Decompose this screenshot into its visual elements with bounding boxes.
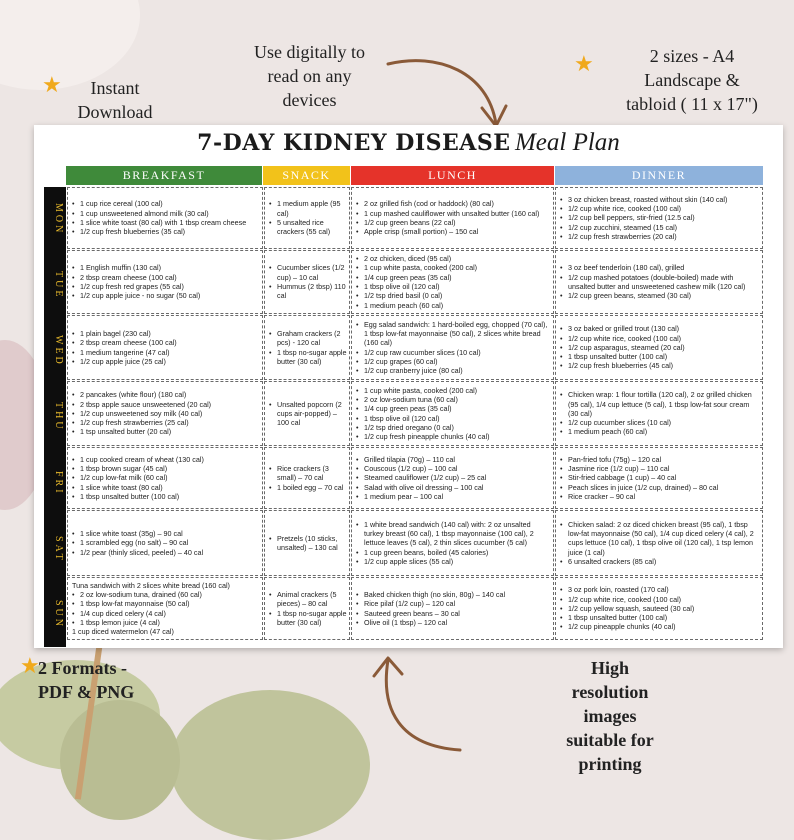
meal-item: • Steamed cauliflower (1/2 cup) – 25 cal <box>356 473 551 482</box>
meal-cell-dinner <box>555 447 763 509</box>
meal-item: • 1/2 cup asparagus, steamed (20 cal) <box>560 343 760 352</box>
page-title: 7-DAY KIDNEY DISEASE Meal Plan <box>197 129 620 156</box>
meal-item: • 1/2 cup white rice, cooked (100 cal) <box>560 595 760 604</box>
meal-item: • 1/2 cup apple juice - no sugar (50 cal) <box>72 291 260 300</box>
meal-item: • 1 cup green beans, boiled (45 calories) <box>356 548 551 557</box>
meal-item: • Rice cracker – 90 cal <box>560 492 760 501</box>
meal-item: • Pan-fried tofu (75g) – 120 cal <box>560 455 760 464</box>
meal-cell-lunch <box>351 381 554 446</box>
meal-item: • Egg salad sandwich: 1 hard-boiled egg, chopped (70 cal), 1 tbsp low-fat mayonnaise (50 cal), 2 slices white bread (160 cal) <box>356 320 551 348</box>
meal-item: • Rice crackers (3 small) – 70 cal <box>269 464 347 483</box>
meal-item: • 1/2 tsp dried basil (0 cal) <box>356 291 551 300</box>
meal-item: • 1/2 pear (thinly sliced, peeled) – 40 cal <box>72 548 260 557</box>
meal-item: • 1 plain bagel (230 cal) <box>72 329 260 338</box>
meal-item: • Pretzels (10 sticks, unsalted) – 130 cal <box>269 534 347 553</box>
meal-item: • 6 unsalted crackers (85 cal) <box>560 557 760 566</box>
meal-item: • 1/2 cup raw cucumber slices (10 cal) <box>356 348 551 357</box>
meal-item: • Peach slices in juice (1/2 cup, drained) – 80 cal <box>560 483 760 492</box>
meal-item: • Chicken salad: 2 oz diced chicken breast (95 cal), 1 tbsp low-fat mayonnaise (50 cal), 1/4 cup diced celery (4 cal), 2 cups lettuce (10 cal), 1 tbsp olive oil (120 cal), 1 tsp lemon juice (1 cal) <box>560 520 760 557</box>
arrow-icon <box>378 52 518 132</box>
meal-item: • 1 tbsp unsalted butter (100 cal) <box>560 352 760 361</box>
meal-item: • 1 cup mashed cauliflower with unsalted butter (160 cal) <box>356 209 551 218</box>
meal-item: • 1/2 tsp dried oregano (0 cal) <box>356 423 551 432</box>
meal-item: • Rice pilaf (1/2 cup) – 120 cal <box>356 599 551 608</box>
meal-cell-breakfast <box>67 381 263 446</box>
meal-item: • 1 tbsp no-sugar apple butter (30 cal) <box>269 609 347 628</box>
header-snack: SNACK <box>263 166 350 185</box>
meal-item: • 3 oz baked or grilled trout (130 cal) <box>560 324 760 333</box>
meal-item: • Salad with olive oil dressing – 100 cal <box>356 483 551 492</box>
meal-item: • 1 slice white toast (80 cal) <box>72 483 260 492</box>
meal-item: • 3 oz chicken breast, roasted without skin (140 cal) <box>560 195 760 204</box>
day-label: THU <box>53 402 64 432</box>
meal-item: • Animal crackers (5 pieces) – 80 cal <box>269 590 347 609</box>
background-leaf <box>170 690 370 840</box>
meal-item: • 1/2 cup low-fat milk (60 cal) <box>72 473 260 482</box>
meal-item: • 2 tbsp cream cheese (100 cal) <box>72 338 260 347</box>
meal-item: • 1/2 cup pineapple chunks (40 cal) <box>560 622 760 631</box>
meal-cell-snack <box>264 381 350 446</box>
meal-item: • 2 oz chicken, diced (95 cal) <box>356 254 551 263</box>
meal-item: • 2 oz low-sodium tuna, drained (60 cal) <box>72 590 260 599</box>
meal-item: • 1/2 cup grapes (60 cal) <box>356 357 551 366</box>
meal-item: • 1/2 cup apple slices (55 cal) <box>356 557 551 566</box>
star-icon: ★ <box>574 52 594 77</box>
meal-item: • 1 tbsp lemon juice (4 cal) <box>72 618 260 627</box>
meal-item: • 1/2 cup white rice, cooked (100 cal) <box>560 204 760 213</box>
header-dinner: DINNER <box>555 166 763 185</box>
meal-item: • 1 medium apple (95 cal) <box>269 199 347 218</box>
use-digitally-label: Use digitally to read on any devices <box>254 42 365 110</box>
meal-item: • 1/4 cup green peas (35 cal) <box>356 273 551 282</box>
meal-item: • 1/2 cup fresh blueberries (45 cal) <box>560 361 760 370</box>
day-label: WED <box>53 335 64 367</box>
meal-plan-sheet <box>34 125 783 648</box>
meal-cell-snack <box>264 315 350 380</box>
meal-item: • 5 unsalted rice crackers (55 cal) <box>269 218 347 237</box>
meal-item: • 1/2 cup fresh red grapes (55 cal) <box>72 282 260 291</box>
star-icon: ★ <box>20 654 40 679</box>
meal-cell-dinner <box>555 381 763 446</box>
meal-item: • 1 tbsp olive oil (120 cal) <box>356 414 551 423</box>
meal-item: • 1 scrambled egg (no salt) – 90 cal <box>72 538 260 547</box>
meal-cell-breakfast <box>67 187 263 249</box>
meal-cell-snack <box>264 447 350 509</box>
meal-item: • Baked chicken thigh (no skin, 80g) – 140 cal <box>356 590 551 599</box>
meal-item: • 1 cup cooked cream of wheat (130 cal) <box>72 455 260 464</box>
meal-item: • 1 cup white pasta, cooked (200 cal) <box>356 263 551 272</box>
background-leaf <box>60 700 180 820</box>
meal-item: • 1 tbsp unsalted butter (100 cal) <box>72 492 260 501</box>
meal-item: • 2 oz low-sodium tuna (60 cal) <box>356 395 551 404</box>
meal-cell-breakfast <box>67 250 263 314</box>
meal-item: • 1/2 cup green beans (22 cal) <box>356 218 551 227</box>
meal-cell-snack <box>264 510 350 576</box>
sizes-label: 2 sizes - A4 Landscape & tabloid ( 11 x 17") <box>626 46 758 114</box>
meal-cell-dinner <box>555 315 763 380</box>
meal-cell-dinner <box>555 510 763 576</box>
meal-item: • 1 boiled egg – 70 cal <box>269 483 347 492</box>
meal-item: Tuna sandwich with 2 slices white bread (160 cal) <box>72 580 230 590</box>
meal-cell-lunch <box>351 250 554 314</box>
star-icon: ★ <box>42 73 62 98</box>
meal-item: • 1/2 cup fresh strawberries (25 cal) <box>72 418 260 427</box>
meal-item: • Stir-fried cabbage (1 cup) – 40 cal <box>560 473 760 482</box>
meal-item: • 1 medium pear – 100 cal <box>356 492 551 501</box>
meal-cell-breakfast <box>67 577 263 640</box>
day-label: MON <box>53 202 64 236</box>
meal-cell-dinner <box>555 187 763 249</box>
arrow-icon <box>360 650 480 760</box>
meal-cell-breakfast <box>67 447 263 509</box>
meal-cell-dinner <box>555 577 763 640</box>
meal-item: • 1/2 cup fresh pineapple chunks (40 cal) <box>356 432 551 441</box>
meal-item: • 2 tbsp apple sauce unsweetened (20 cal) <box>72 400 260 409</box>
meal-item: • 1 tbsp unsalted butter (100 cal) <box>560 613 760 622</box>
meal-item: • 2 pancakes (white flour) (180 cal) <box>72 390 260 399</box>
meal-item: • 1 medium tangerine (47 cal) <box>72 348 260 357</box>
meal-item: • 1 tbsp low-fat mayonnaise (50 cal) <box>72 599 260 608</box>
header-breakfast: BREAKFAST <box>66 166 262 185</box>
meal-item: • Unsalted popcorn (2 cups air-popped) – 100 cal <box>269 400 347 428</box>
meal-item: • Grilled tilapia (70g) – 110 cal <box>356 455 551 464</box>
meal-item: 1 cup diced watermelon (47 cal) <box>72 627 174 637</box>
meal-item: • 1/2 cup apple juice (25 cal) <box>72 357 260 366</box>
day-label: FRI <box>53 470 64 496</box>
meal-item: • 1 medium peach (60 cal) <box>560 427 760 436</box>
meal-item: • Apple crisp (small portion) – 150 cal <box>356 227 551 236</box>
meal-item: • 3 oz pork loin, roasted (170 cal) <box>560 585 760 594</box>
meal-item: • 1 cup white pasta, cooked (200 cal) <box>356 386 551 395</box>
meal-item: • 1/2 cup fresh strawberries (20 cal) <box>560 232 760 241</box>
meal-item: • Cucumber slices (1/2 cup) – 10 cal <box>269 263 347 282</box>
meal-item: • 1 slice white toast (80 cal) with 1 tbsp cream cheese <box>72 218 260 227</box>
meal-item: • 1/2 cup white rice, cooked (100 cal) <box>560 334 760 343</box>
header-lunch: LUNCH <box>351 166 554 185</box>
meal-cell-breakfast <box>67 315 263 380</box>
meal-item: • 1/2 cup mashed potatoes (double-boiled) made with unsalted butter and unsweetened cashew milk (120 cal) <box>560 273 760 292</box>
meal-item: • 1/2 cup unsweetened soy milk (40 cal) <box>72 409 260 418</box>
meal-item: • 1/2 cup yellow squash, sauteed (30 cal) <box>560 604 760 613</box>
meal-item: • Hummus (2 tbsp) 110 cal <box>269 282 347 301</box>
day-column <box>44 187 66 647</box>
meal-item: • 1/2 cup zucchini, steamed (15 cal) <box>560 223 760 232</box>
high-resolution-label: High resolution images suitable for printing <box>566 658 654 774</box>
meal-item: • 1/2 cup green beans, steamed (30 cal) <box>560 291 760 300</box>
meal-item: • 1 tbsp brown sugar (45 cal) <box>72 464 260 473</box>
meal-item: • 1/4 cup diced celery (4 cal) <box>72 609 260 618</box>
meal-cell-lunch <box>351 315 554 380</box>
meal-item: • 2 tbsp cream cheese (100 cal) <box>72 273 260 282</box>
meal-item: • 1 medium peach (60 cal) <box>356 301 551 310</box>
meal-item: • 1 white bread sandwich (140 cal) with: 2 oz unsalted turkey breast (60 cal), 1 tbsp mayonnaise (100 cal), 2 lettuce leaves (5 cal), 2 thin slices cucumber (5 cal) <box>356 520 551 548</box>
meal-item: • 1/4 cup green peas (35 cal) <box>356 404 551 413</box>
meal-cell-lunch <box>351 187 554 249</box>
meal-item: • 3 oz beef tenderloin (180 cal), grilled <box>560 263 760 272</box>
meal-item: • Sauteed green beans – 30 cal <box>356 609 551 618</box>
meal-item: • 1 tbsp olive oil (120 cal) <box>356 282 551 291</box>
instant-download-label: Instant Download <box>77 78 153 122</box>
meal-cell-snack <box>264 577 350 640</box>
meal-item: • Couscous (1/2 cup) – 100 cal <box>356 464 551 473</box>
meal-item: • 1/2 cup bell peppers, stir-fried (12.5 cal) <box>560 213 760 222</box>
meal-cell-dinner <box>555 250 763 314</box>
meal-cell-lunch <box>351 447 554 509</box>
meal-item: • Chicken wrap: 1 flour tortilla (120 cal), 2 oz grilled chicken (95 cal), 1/4 cup lettuce (5 cal), 1 tbsp low-fat sour cream (30 cal) <box>560 390 760 418</box>
meal-item: • 2 oz grilled fish (cod or haddock) (80 cal) <box>356 199 551 208</box>
meal-item: • 1 cup rice cereal (100 cal) <box>72 199 260 208</box>
meal-item: • 1/2 cup fresh blueberries (35 cal) <box>72 227 260 236</box>
meal-item: • 1 tbsp no-sugar apple butter (30 cal) <box>269 348 347 367</box>
meal-cell-breakfast <box>67 510 263 576</box>
day-label: SUN <box>53 600 64 630</box>
formats-label: 2 Formats - PDF & PNG <box>38 658 135 702</box>
day-label: SAT <box>53 535 64 563</box>
meal-item: • 1/2 cup cranberry juice (80 cal) <box>356 366 551 375</box>
meal-cell-lunch <box>351 510 554 576</box>
meal-cell-lunch <box>351 577 554 640</box>
meal-cell-snack <box>264 187 350 249</box>
meal-item: • Graham crackers (2 pcs) - 120 cal <box>269 329 347 348</box>
meal-item: • 1 tsp unsalted butter (20 cal) <box>72 427 260 436</box>
meal-item: • Olive oil (1 tbsp) – 120 cal <box>356 618 551 627</box>
meal-cell-snack <box>264 250 350 314</box>
meal-item: • 1/2 cup cucumber slices (10 cal) <box>560 418 760 427</box>
meal-item: • Jasmine rice (1/2 cup) – 110 cal <box>560 464 760 473</box>
meal-item: • 1 English muffin (130 cal) <box>72 263 260 272</box>
meal-item: • 1 slice white toast (35g) – 90 cal <box>72 529 260 538</box>
day-label: TUE <box>53 270 64 300</box>
meal-item: • 1 cup unsweetened almond milk (30 cal) <box>72 209 260 218</box>
